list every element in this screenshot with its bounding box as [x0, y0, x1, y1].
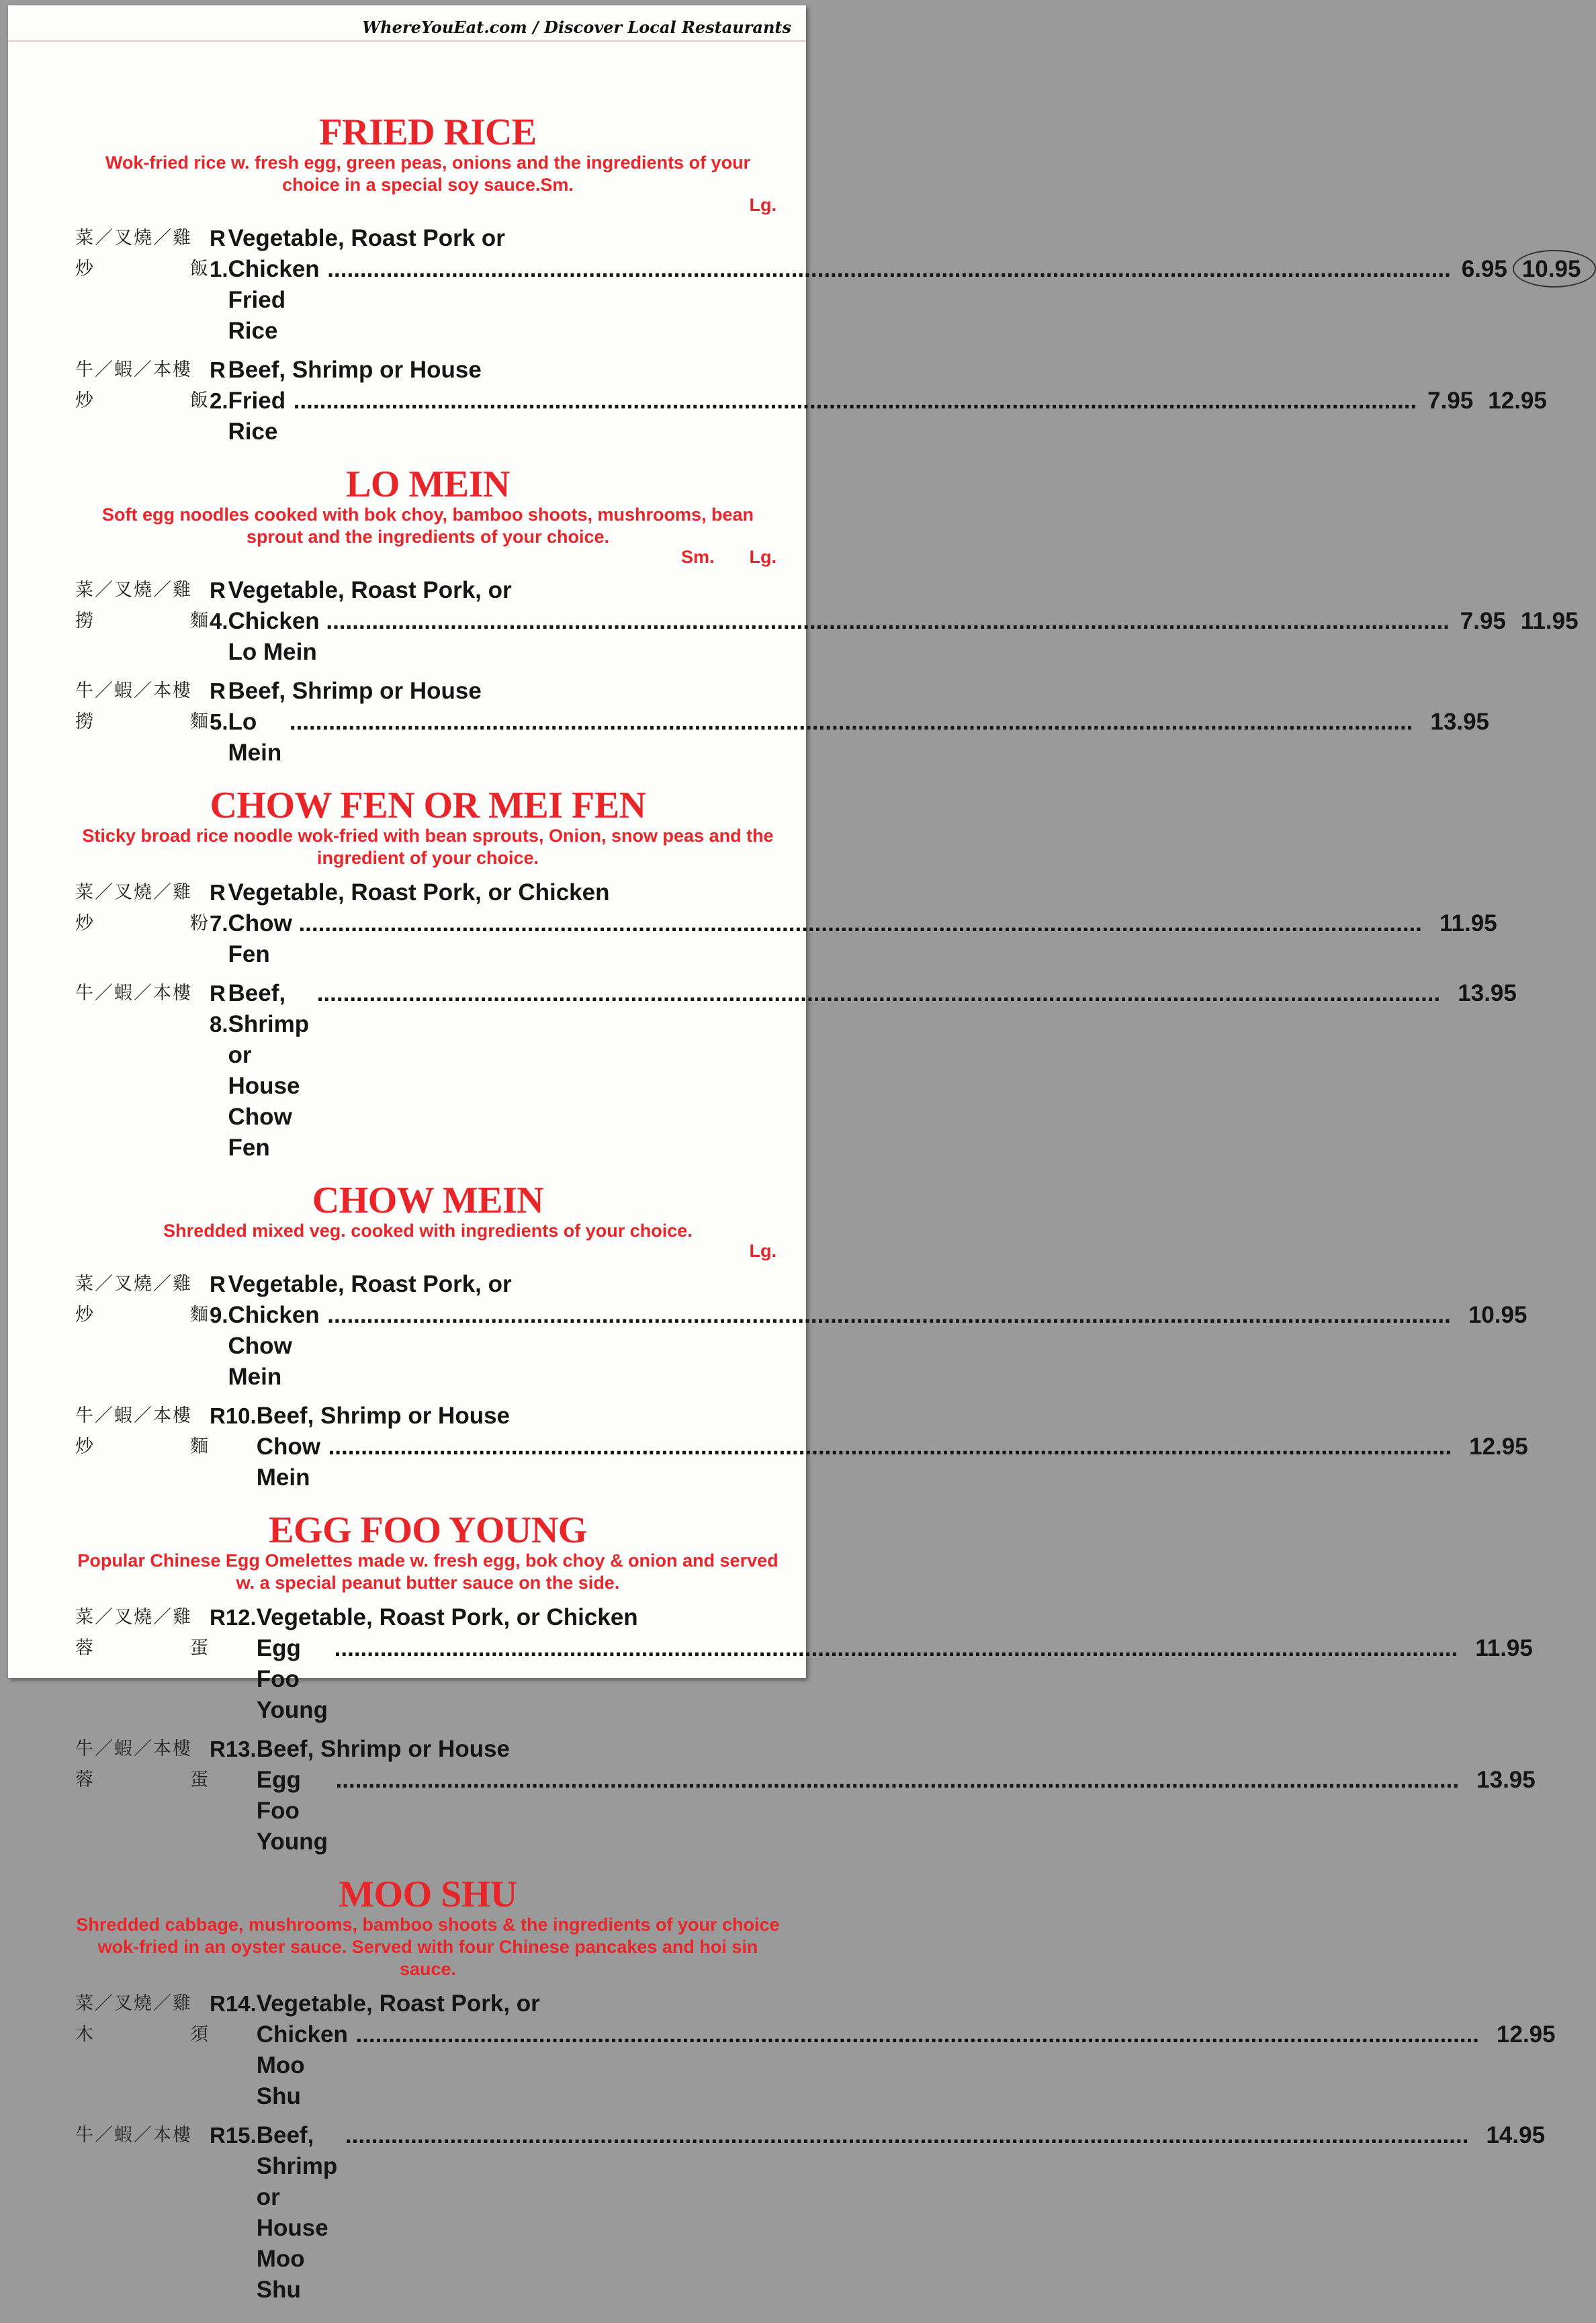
item-code: R 8.: [210, 981, 228, 1037]
chinese-name-char: 炒: [75, 259, 95, 279]
leader-dots: [328, 1432, 1452, 1462]
item-name-line1: Beef, Shrimp or House: [228, 678, 482, 704]
chinese-name-char: 撈: [75, 711, 95, 732]
chinese-name: [75, 978, 210, 1164]
item-name-line1: Vegetable, Roast Pork or: [228, 225, 505, 251]
price-large: [1430, 707, 1490, 738]
chinese-name-line1: 菜／叉燒／雞: [75, 882, 192, 903]
item-name-line2: Beef, Shrimp or House Moo Shu: [256, 2122, 338, 2303]
chinese-name: [75, 575, 210, 668]
size-labels: [75, 195, 781, 215]
item-code: R 4.: [210, 578, 228, 633]
leader-dots: [345, 2120, 1469, 2151]
chinese-name: [75, 355, 210, 447]
size-label: Lg.: [749, 195, 777, 215]
divider: [8, 40, 806, 42]
item-code: R 9.: [210, 1272, 228, 1327]
chinese-name-char: 蛋: [190, 1638, 210, 1659]
menu-section: [75, 1180, 1528, 1493]
price-large-value: 13.95: [1476, 1767, 1536, 1793]
item-name-line2: Beef, Shrimp or House Chow Fen: [228, 980, 310, 1161]
leader-dots: [336, 1765, 1460, 1796]
price-large: [1521, 254, 1581, 285]
menu-item: [75, 1734, 1536, 1857]
menu-section: [75, 464, 1579, 769]
section-description: Sticky broad rice noodle wok-fried with bean sprouts, Onion, snow peas and the ingredient of your choice.: [82, 826, 774, 868]
section-title: CHOW MEIN: [312, 1180, 544, 1221]
chinese-name-char: 飯: [190, 390, 210, 411]
chinese-name-char: 炒: [75, 390, 95, 411]
watermark: WhereYouEat.com / Discover Local Restaurants: [362, 17, 791, 37]
menu-section: [75, 1874, 1556, 2306]
price-large-value: 13.95: [1430, 709, 1490, 735]
item-code: R10.: [210, 1403, 257, 1428]
chinese-name-line1: 菜／叉燒／雞: [75, 1607, 192, 1628]
item-name-line2: Chicken Chow Mein: [228, 1302, 320, 1390]
item-name-line1: Beef, Shrimp or House: [256, 1403, 511, 1429]
item-name-line2: Egg Foo Young: [256, 1767, 328, 1855]
menu-item: [75, 575, 1579, 668]
item-name-line1: Vegetable, Roast Pork, or: [228, 577, 512, 603]
chinese-name-line1: 牛／蝦／本樓: [75, 681, 192, 701]
item-description: [256, 1401, 1528, 1493]
chinese-name-char: 炒: [75, 1436, 95, 1457]
menu-item: [75, 978, 1517, 1164]
item-name-line2: Chow Fen: [228, 910, 292, 967]
menu-section: [75, 112, 1581, 447]
item-code: R12.: [210, 1605, 257, 1630]
chinese-name-char: 炒: [75, 1305, 95, 1325]
price-large: [1458, 978, 1517, 1009]
price-large-value: 10.95: [1468, 1302, 1527, 1328]
item-description: [228, 223, 1581, 347]
chinese-name-line1: 牛／蝦／本樓: [75, 359, 192, 380]
item-description: [228, 355, 1547, 447]
menu-item: [75, 2120, 1546, 2306]
chinese-name-char: 蓉: [75, 1769, 95, 1790]
item-name-line2: Lo Mein: [228, 709, 282, 766]
section-title: FRIED RICE: [319, 112, 537, 153]
menu-item: [75, 1988, 1556, 2112]
item-name-line2: Egg Foo Young: [256, 1635, 328, 1723]
price-large-value: 13.95: [1458, 980, 1517, 1006]
price-large: [1476, 1765, 1536, 1796]
chinese-name: [75, 2120, 210, 2306]
section-description: Shredded mixed veg. cooked with ingredients of your choice.: [163, 1221, 693, 1241]
item-name-line2: Chicken Lo Mein: [228, 608, 320, 665]
section-description: Soft egg noodles cooked with bok choy, bamboo shoots, mushrooms, bean sprout and the ingredients of your choice.: [101, 505, 754, 547]
item-name-line1: Beef, Shrimp or House: [228, 357, 482, 383]
item-description: [256, 1988, 1556, 2112]
price-large-value: 11.95: [1475, 1635, 1533, 1661]
chinese-name-line1: 牛／蝦／本樓: [75, 2125, 192, 2146]
item-name-line2: Chicken Moo Shu: [256, 2021, 348, 2109]
item-code: R 7.: [210, 880, 228, 936]
price-small: 6.95: [1461, 256, 1507, 282]
price-large-value: 14.95: [1486, 2122, 1546, 2148]
chinese-name-char: 須: [190, 2024, 210, 2045]
menu-item: [75, 1602, 1533, 1726]
leader-dots: [335, 1633, 1458, 1664]
section-title: LO MEIN: [346, 464, 510, 505]
chinese-name: [75, 676, 210, 769]
item-description: [228, 877, 1497, 970]
price-large: [1475, 1633, 1533, 1664]
item-code: R 1.: [210, 226, 228, 281]
leader-dots: [294, 386, 1417, 417]
chinese-name-char: 蛋: [190, 1769, 210, 1790]
item-description: [228, 978, 1517, 1164]
menu-section: [75, 785, 1517, 1164]
item-name-line2: Chicken Fried Rice: [228, 256, 320, 344]
price-large-value: 11.95: [1439, 910, 1497, 936]
section-description: Wok-fried rice w. fresh egg, green peas, onions and the ingredients of your choice in a special soy sauce.Sm.: [105, 152, 751, 195]
menu-item: [75, 1401, 1528, 1493]
menu-body: [75, 112, 1581, 2323]
section-description: Popular Chinese Egg Omelettes made w. fresh egg, bok choy & onion and served w. a special peanut butter sauce on the side.: [77, 1550, 779, 1593]
item-name-line1: Vegetable, Roast Pork, or Chicken: [256, 1604, 638, 1630]
item-name-line1: Beef, Shrimp or House: [256, 1736, 511, 1762]
size-labels: [75, 547, 781, 567]
menu-item: [75, 355, 1547, 447]
price-large: [1488, 386, 1547, 417]
menu-section: [75, 1509, 1536, 1857]
item-name-line2: Fried Rice: [228, 388, 286, 445]
chinese-name-char: 麵: [190, 611, 210, 631]
section-title: EGG FOO YOUNG: [269, 1509, 587, 1551]
leader-dots: [317, 978, 1441, 1009]
chinese-name-char: 炒: [75, 913, 95, 934]
chinese-name-line1: 牛／蝦／本樓: [75, 1405, 192, 1426]
leader-dots: [327, 254, 1451, 285]
leader-dots: [298, 908, 1422, 939]
price-large: [1486, 2120, 1546, 2151]
size-label: Sm.: [680, 547, 715, 567]
leader-dots: [290, 707, 1413, 738]
item-name-line2: Chow Mein: [256, 1434, 320, 1491]
price-large: [1469, 1432, 1528, 1462]
size-labels: [75, 1241, 781, 1261]
chinese-name: [75, 877, 210, 970]
chinese-name: [75, 1401, 210, 1493]
price-large-value: 11.95: [1520, 608, 1579, 634]
price-small: 7.95: [1427, 388, 1474, 414]
chinese-name-line1: 菜／叉燒／雞: [75, 1274, 192, 1295]
chinese-name-line1: 菜／叉燒／雞: [75, 580, 192, 601]
section-title: MOO SHU: [339, 1874, 517, 1915]
item-description: [256, 2120, 1546, 2306]
item-name-line1: Vegetable, Roast Pork, or Chicken: [228, 879, 610, 906]
chinese-name-line1: 牛／蝦／本樓: [75, 983, 192, 1004]
price-large-value: 12.95: [1488, 388, 1547, 414]
chinese-name: [75, 1734, 210, 1857]
chinese-name-char: 飯: [190, 259, 210, 279]
chinese-name: [75, 1988, 210, 2112]
chinese-name: [75, 1602, 210, 1726]
item-code: R 2.: [210, 357, 228, 413]
item-code: R13.: [210, 1737, 257, 1761]
item-name-line1: Vegetable, Roast Pork, or: [228, 1271, 512, 1297]
item-code: R 5.: [210, 678, 228, 734]
chinese-name-char: 粉: [190, 913, 210, 934]
price-large: [1468, 1300, 1527, 1331]
section-description: Shredded cabbage, mushrooms, bamboo shoots & the ingredients of your choice wok-fried in an oyster sauce. Served with four Chinese pancakes and hoi sin sauce.: [76, 1915, 780, 1979]
size-label: Lg.: [749, 1241, 777, 1261]
price-small: 7.95: [1460, 608, 1506, 634]
price-large: [1439, 908, 1497, 939]
chinese-name-line1: 菜／叉燒／雞: [75, 1993, 192, 2014]
item-code: R15.: [210, 2123, 257, 2148]
item-description: [256, 1602, 1533, 1726]
menu-page: [8, 5, 1581, 2303]
chinese-name-char: 蓉: [75, 1638, 95, 1659]
item-description: [256, 1734, 1536, 1857]
size-label: Lg.: [749, 547, 777, 567]
chinese-name-char: 麵: [190, 711, 210, 732]
menu-item: [75, 1269, 1527, 1393]
item-description: [228, 676, 1490, 769]
item-description: [228, 1269, 1527, 1393]
menu-item: [75, 223, 1581, 347]
price-large-value: 12.95: [1469, 1434, 1528, 1460]
menu-item: [75, 676, 1490, 769]
leader-dots: [327, 1300, 1451, 1331]
chinese-name-line1: 牛／蝦／本樓: [75, 1739, 192, 1759]
price-large-value: 12.95: [1497, 2021, 1556, 2048]
item-code: R14.: [210, 1991, 257, 2016]
chinese-name-line1: 菜／叉燒／雞: [75, 228, 192, 249]
item-name-line1: Vegetable, Roast Pork, or: [256, 1990, 540, 2017]
chinese-name: [75, 223, 210, 347]
chinese-name: [75, 1269, 210, 1393]
chinese-name-char: 木: [75, 2024, 95, 2045]
menu-item: [75, 877, 1497, 970]
handwritten-circle: [1513, 250, 1596, 288]
leader-dots: [355, 2019, 1479, 2050]
chinese-name-char: 麵: [190, 1436, 210, 1457]
chinese-name-char: 撈: [75, 611, 95, 631]
price-large: [1520, 606, 1579, 637]
section-title: CHOW FEN OR MEI FEN: [210, 785, 646, 826]
price-large: [1497, 2019, 1556, 2050]
leader-dots: [326, 606, 1450, 637]
chinese-name-char: 麵: [190, 1305, 210, 1325]
item-description: [228, 575, 1579, 668]
price-large-value: 10.95: [1521, 256, 1581, 282]
